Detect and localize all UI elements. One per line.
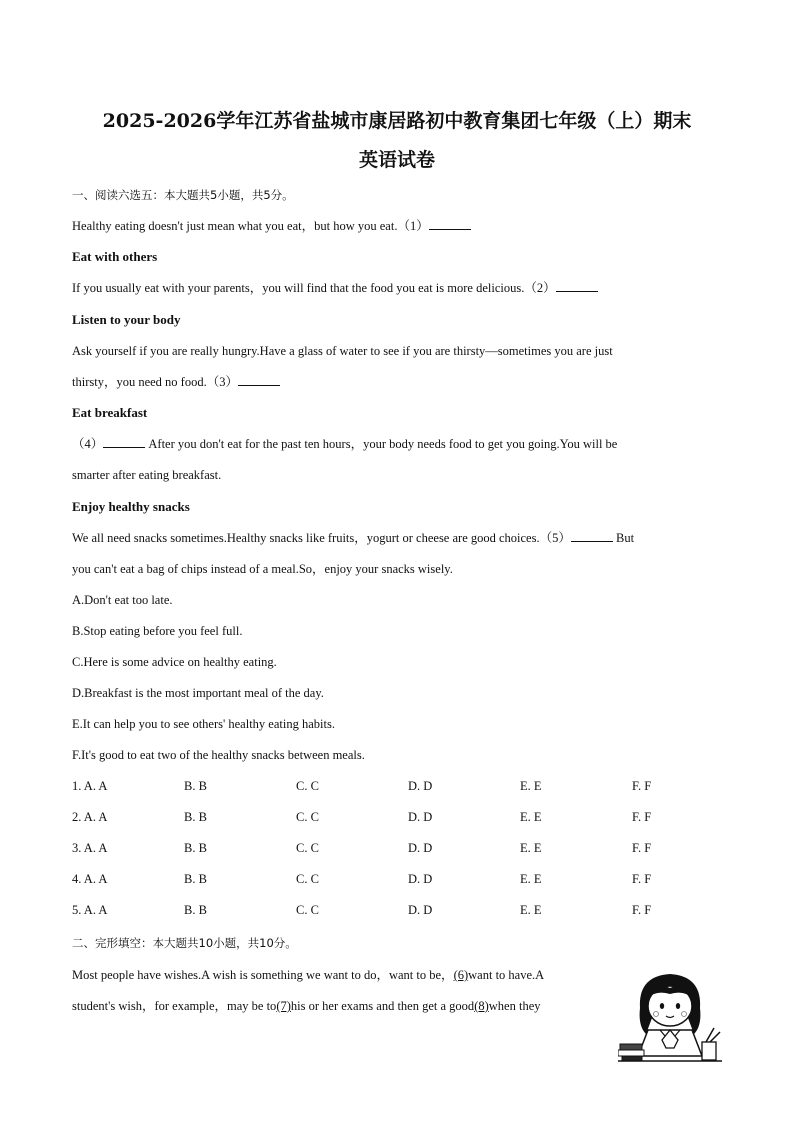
answer-choice[interactable]: B. B (184, 903, 207, 917)
breakfast-line1-text: After you don't eat for the past ten hours，your body needs food to get you going.You will be (145, 437, 618, 451)
blank-1 (429, 217, 471, 230)
answer-choice[interactable]: F. F (632, 779, 652, 793)
blank-3 (238, 373, 280, 386)
answer-choice[interactable]: C. C (296, 872, 319, 886)
answer-choice[interactable]: C. C (296, 810, 319, 824)
listen-line2-text: thirsty，you need no food.（3） (72, 375, 238, 389)
answer-row-4 (72, 872, 732, 890)
paragraph-snacks-line2: you can't eat a bag of chips instead of a meal.So，enjoy your snacks wisely. (72, 562, 453, 576)
heading-healthy-snacks: Enjoy healthy snacks (72, 499, 190, 514)
answer-choice[interactable]: F. F (632, 841, 652, 855)
answer-choice[interactable]: E. E (520, 841, 542, 855)
exam-title-line2: 英语试卷 (358, 149, 435, 171)
answer-row-1 (72, 779, 732, 797)
snacks-line1-end: But (612, 531, 635, 545)
answer-choice[interactable]: C. C (296, 841, 319, 855)
option-e: E.It can help you to see others' healthy eating habits. (72, 717, 335, 731)
paragraph-snacks-line1 (72, 529, 722, 547)
answer-choice[interactable]: D. D (408, 903, 433, 917)
intro-text: Healthy eating doesn't just mean what you eat，but how you eat.（1） (72, 219, 429, 233)
cloze-blank-6: (6) (453, 968, 469, 982)
answer-choice[interactable]: D. D (408, 810, 433, 824)
snacks-line1-text: We all need snacks sometimes.Healthy snacks like fruits，yogurt or cheese are good choices.（5） (72, 531, 571, 545)
answer-choice[interactable]: 2. A. A (72, 810, 108, 824)
intro-paragraph (72, 217, 722, 235)
answer-choice[interactable]: D. D (408, 779, 433, 793)
cloze-line1-text: Most people have wishes.A wish is something we want to do，want to be， (72, 968, 454, 982)
option-d: D.Breakfast is the most important meal of the day. (72, 686, 324, 700)
answer-choice[interactable]: E. E (520, 779, 542, 793)
paragraph-eat-with-others (72, 279, 722, 297)
girl-studying-illustration (618, 968, 722, 1066)
answer-choice[interactable]: B. B (184, 872, 207, 886)
paragraph-breakfast-line2: smarter after eating breakfast. (72, 468, 222, 482)
eat-with-others-text: If you usually eat with your parents，you will find that the food you eat is more delicious.（2） (72, 281, 556, 295)
blank-2 (556, 279, 598, 292)
cloze-line2-mid: his or her exams and then get a good (290, 999, 475, 1013)
answer-choice[interactable]: D. D (408, 841, 433, 855)
breakfast-number: （4） (72, 437, 104, 451)
answer-choice[interactable]: F. F (632, 903, 652, 917)
cloze-blank-8: (8) (474, 999, 489, 1013)
cloze-blank-7: (7) (276, 999, 291, 1013)
paragraph-listen-line2 (72, 373, 722, 391)
cloze-line2-text: student's wish，for example，may be to (72, 999, 277, 1013)
answer-choice[interactable]: B. B (184, 779, 207, 793)
cloze-line2-end: when they (488, 999, 541, 1013)
answer-choice[interactable]: E. E (520, 872, 542, 886)
heading-eat-with-others: Eat with others (72, 249, 158, 264)
section1-heading: 一、阅读六选五：本大题共5小题，共5分。 (72, 188, 294, 202)
option-c: C.Here is some advice on healthy eating. (72, 655, 277, 669)
answer-row-3 (72, 841, 732, 859)
paragraph-breakfast-line1 (72, 435, 722, 453)
option-b: B.Stop eating before you feel full. (72, 624, 243, 638)
exam-title-line1: 2025-2026学年江苏省盐城市康居路初中教育集团七年级（上）期末 (102, 110, 692, 132)
answer-choice[interactable]: B. B (184, 810, 207, 824)
answer-row-2 (72, 810, 732, 828)
answer-choice[interactable]: F. F (632, 872, 652, 886)
paragraph-listen-line1: Ask yourself if you are really hungry.Have a glass of water to see if you are thirsty—sometimes you are just (72, 344, 613, 358)
answer-choice[interactable]: 5. A. A (72, 903, 108, 917)
answer-choice[interactable]: B. B (184, 841, 207, 855)
heading-listen-to-body: Listen to your body (72, 312, 181, 327)
answer-choice[interactable]: F. F (632, 810, 652, 824)
option-f: F.It's good to eat two of the healthy snacks between meals. (72, 748, 365, 762)
answer-choice[interactable]: E. E (520, 810, 542, 824)
answer-choice[interactable]: 3. A. A (72, 841, 108, 855)
cloze-line1-end: want to have.A (468, 968, 545, 982)
heading-eat-breakfast: Eat breakfast (72, 405, 148, 420)
answer-choice[interactable]: 1. A. A (72, 779, 108, 793)
answer-choice[interactable]: E. E (520, 903, 542, 917)
section2-heading: 二、完形填空：本大题共10小题，共10分。 (72, 936, 297, 950)
answer-choice[interactable]: D. D (408, 872, 433, 886)
answer-choice[interactable]: C. C (296, 903, 319, 917)
answer-choice[interactable]: C. C (296, 779, 319, 793)
answer-choice[interactable]: 4. A. A (72, 872, 108, 886)
blank-5 (571, 529, 613, 542)
blank-4 (103, 435, 145, 448)
answer-row-5 (72, 903, 732, 921)
option-a: A.Don't eat too late. (72, 593, 173, 607)
